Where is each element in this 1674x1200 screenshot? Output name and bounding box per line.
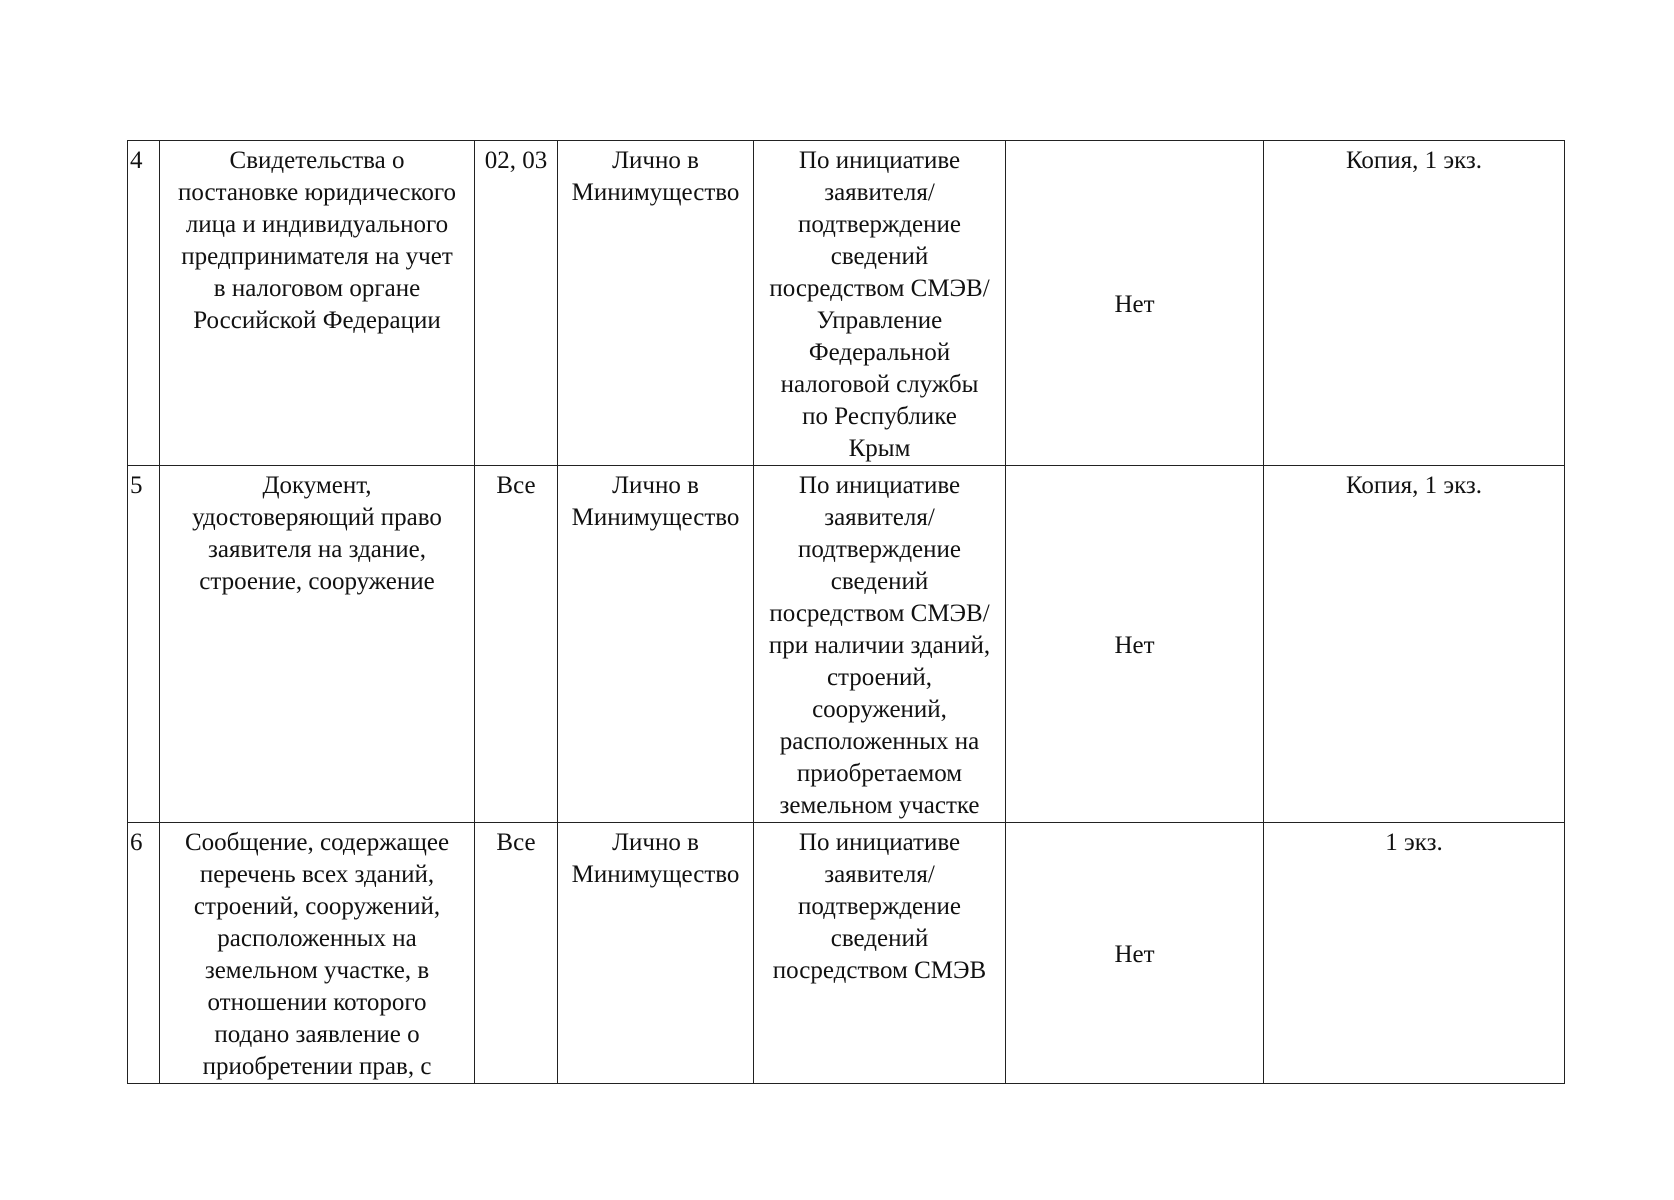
submission-basis: По инициативе заявителя/ подтверждение сведений посредством СМЭВ/ Управление Федеральной налоговой службы по Республике Крым [754, 141, 1006, 466]
table-row [128, 466, 1565, 823]
submission-method: Лично в Минимущество [558, 823, 754, 1084]
submission-basis: По инициативе заявителя/ подтверждение сведений посредством СМЭВ [754, 823, 1006, 1084]
document-form: 1 экз. [1264, 823, 1565, 1084]
table-row [128, 141, 1565, 466]
row-number: 4 [128, 141, 160, 466]
table-row [128, 823, 1565, 1084]
row-number: 5 [128, 466, 160, 823]
requirement-flag: Нет [1006, 466, 1264, 823]
submission-method: Лично в Минимущество [558, 466, 754, 823]
document-form: Копия, 1 экз. [1264, 466, 1565, 823]
requirement-flag: Нет [1006, 823, 1264, 1084]
submission-basis: По инициативе заявителя/ подтверждение сведений посредством СМЭВ/ при наличии зданий, строений, сооружений, расположенных на приобретаемом земельном участке [754, 466, 1006, 823]
submission-method: Лично в Минимущество [558, 141, 754, 466]
applicant-category: 02, 03 [475, 141, 558, 466]
document-form: Копия, 1 экз. [1264, 141, 1565, 466]
row-number: 6 [128, 823, 160, 1084]
documents-table [127, 140, 1565, 1084]
document-name: Документ, удостоверяющий право заявителя на здание, строение, сооружение [160, 466, 475, 823]
applicant-category: Все [475, 466, 558, 823]
document-name: Сообщение, содержащее перечень всех зданий, строений, сооружений, расположенных на земельном участке, в отношении которого подано заявление о приобретении прав, с [160, 823, 475, 1084]
applicant-category: Все [475, 823, 558, 1084]
requirement-flag: Нет [1006, 141, 1264, 466]
document-name: Свидетельства о постановке юридического лица и индивидуального предпринимателя на учет в налоговом органе Российской Федерации [160, 141, 475, 466]
